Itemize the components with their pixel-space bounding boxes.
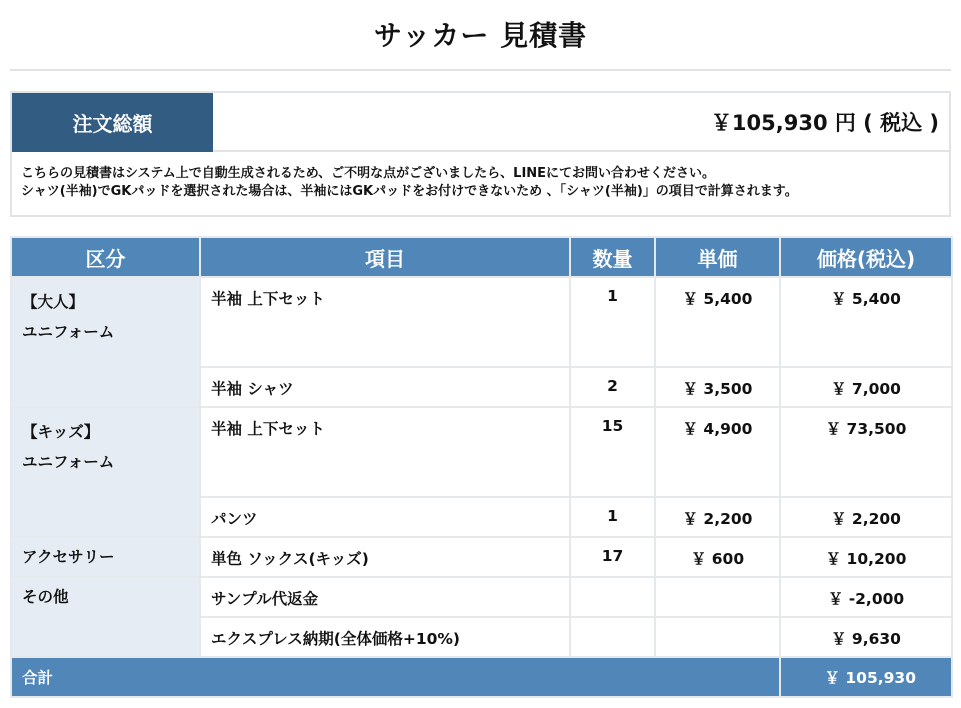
price-cell: ￥ -2,000 — [780, 577, 952, 617]
unit-price-cell: ￥ 5,400 — [655, 277, 780, 367]
header-category: 区分 — [11, 237, 200, 277]
header-item: 項目 — [200, 237, 570, 277]
table-row — [11, 407, 952, 497]
quantity-cell — [570, 617, 655, 657]
table-header-row — [11, 237, 952, 277]
order-total-value: ￥105,930 円 ( 税込 ) — [213, 93, 949, 152]
order-total-box — [10, 91, 951, 217]
page-title: サッカー 見積書 — [373, 19, 588, 52]
item-cell: 半袖 上下セット — [200, 277, 570, 367]
quantity-cell: 1 — [570, 497, 655, 537]
category-label: ユニフォーム — [22, 453, 115, 471]
unit-price-cell: ￥ 3,500 — [655, 367, 780, 407]
price-cell: ￥ 73,500 — [780, 407, 952, 497]
item-cell: エクスプレス納期(全体価格+10%) — [200, 617, 570, 657]
item-cell: サンプル代返金 — [200, 577, 570, 617]
note-line: シャツ(半袖)でGKパッドを選択された場合は、半袖にはGKパッドをお付けできないため 、「シャツ(半袖)」の項目で計算されます。 — [21, 184, 798, 199]
price-cell: ￥ 5,400 — [780, 277, 952, 367]
quote-table — [10, 236, 953, 698]
category-cell — [11, 537, 200, 577]
order-total-label: 注文総額 — [12, 93, 213, 152]
table-row — [11, 537, 952, 577]
total-row — [11, 657, 952, 697]
quantity-cell: 1 — [570, 277, 655, 367]
category-label: 【キッズ】 — [22, 423, 100, 441]
price-cell: ￥ 7,000 — [780, 367, 952, 407]
quantity-cell: 15 — [570, 407, 655, 497]
category-label: ユニフォーム — [22, 323, 115, 341]
category-cell — [11, 577, 200, 657]
total-row-value: ￥ 105,930 — [780, 657, 952, 697]
item-cell: 半袖 上下セット — [200, 407, 570, 497]
unit-price-cell — [655, 577, 780, 617]
unit-price-cell: ￥ 2,200 — [655, 497, 780, 537]
notes — [21, 165, 798, 201]
unit-price-cell: ￥ 600 — [655, 537, 780, 577]
item-cell: 半袖 シャツ — [200, 367, 570, 407]
title-divider — [10, 69, 951, 71]
category-label: その他 — [22, 588, 69, 606]
header-unit-price: 単価 — [655, 237, 780, 277]
item-cell: 単色 ソックス(キッズ) — [200, 537, 570, 577]
price-cell: ￥ 2,200 — [780, 497, 952, 537]
header-quantity: 数量 — [570, 237, 655, 277]
note-line: こちらの見積書はシステム上で自動生成されるため、ご不明な点がございましたら、LINEにてお問い合わせください。 — [21, 166, 716, 181]
quantity-cell: 2 — [570, 367, 655, 407]
total-row-label: 合計 — [11, 657, 780, 697]
unit-price-cell: ￥ 4,900 — [655, 407, 780, 497]
category-cell — [11, 277, 200, 407]
unit-price-cell — [655, 617, 780, 657]
table-row — [11, 277, 952, 367]
price-cell: ￥ 9,630 — [780, 617, 952, 657]
category-label: アクセサリー — [22, 548, 115, 566]
item-cell: パンツ — [200, 497, 570, 537]
table-row — [11, 577, 952, 617]
header-price: 価格(税込) — [780, 237, 952, 277]
category-label: 【大人】 — [22, 293, 85, 311]
quantity-cell — [570, 577, 655, 617]
quantity-cell: 17 — [570, 537, 655, 577]
price-cell: ￥ 10,200 — [780, 537, 952, 577]
category-cell — [11, 407, 200, 537]
